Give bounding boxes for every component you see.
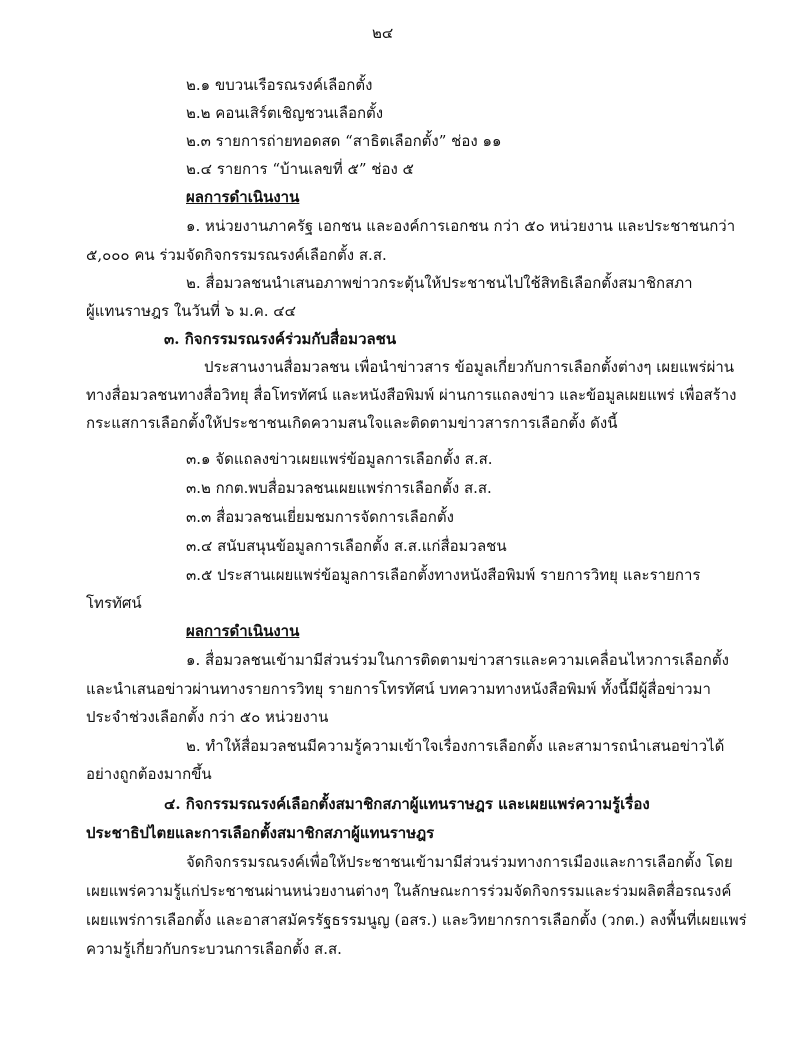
item-3-5: ๓.๕ ประสานเผยแพร่ข้อมูลการเลือกตั้งทางหนังสือพิมพ์ รายการวิทยุ และรายการ <box>186 566 701 584</box>
section3-para-line2: ทางสื่อมวลชนทางสื่อวิทยุ สื่อโทรทัศน์ และหนังสือพิมพ์ ผ่านการแถลงข่าว และข้อมูลเผยแพร่ เพื่อสร้าง <box>86 386 737 404</box>
section3-para-line3: กระแสการเลือกตั้งให้ประชาชนเกิดความสนใจและติดตามข่าวสารการเลือกตั้ง ดังนี้ <box>86 414 618 432</box>
results-heading-2: ผลการดำเนินงาน <box>186 622 300 640</box>
results2-item1-line2: และนำเสนอข่าวผ่านทางรายการวิทยุ รายการโทรทัศน์ บทความทางหนังสือพิมพ์ ทั้งนี้มีผู้สื่อข่าวมา <box>86 680 711 698</box>
section3-heading: ๓. กิจกรรมรณรงค์ร่วมกับสื่อมวลชน <box>164 330 397 348</box>
item-3-3: ๓.๓ สื่อมวลชนเยี่ยมชมการจัดการเลือกตั้ง <box>186 508 454 526</box>
section4-heading-line2: ประชาธิปไตยและการเลือกตั้งสมาชิกสภาผู้แทนราษฎร <box>86 824 435 842</box>
section4-para-line3: เผยแพร่การเลือกตั้ง และอาสาสมัครรัฐธรรมนูญ (อสร.) และวิทยากรการเลือกตั้ง (วกต.) ลงพื้นที่เผยแพร่ <box>86 911 747 929</box>
item-3-4: ๓.๔ สนับสนุนข้อมูลการเลือกตั้ง ส.ส.แก่สื่อมวลชน <box>186 537 507 555</box>
item-2-3: ๒.๓ รายการถ่ายทอดสด “สาธิตเลือกตั้ง” ช่อง ๑๑ <box>186 132 502 150</box>
results2-item1-line3: ประจำช่วงเลือกตั้ง กว่า ๕๐ หน่วยงาน <box>86 708 329 726</box>
item-3-2: ๓.๒ กกต.พบสื่อมวลชนเผยแพร่การเลือกตั้ง ส.ส. <box>186 479 492 497</box>
results2-item2-line2: อย่างถูกต้องมากขึ้น <box>86 765 212 783</box>
item-2-2: ๒.๒ คอนเสิร์ตเชิญชวนเลือกตั้ง <box>186 104 384 122</box>
results2-item2-line1: ๒. ทำให้สื่อมวลชนมีความรู้ความเข้าใจเรื่องการเลือกตั้ง และสามารถนำเสนอข่าวได้ <box>186 737 725 755</box>
item-3-5-cont: โทรทัศน์ <box>86 594 142 612</box>
results1-item2-line1: ๒. สื่อมวลชนนำเสนอภาพข่าวกระตุ้นให้ประชาชนไปใช้สิทธิเลือกตั้งสมาชิกสภา <box>186 274 693 292</box>
section4-para-line2: เผยแพร่ความรู้แก่ประชาชนผ่านหน่วยงานต่างๆ ในลักษณะการร่วมจัดกิจกรรมและร่วมผลิตสื่อรณรงค์ <box>86 882 732 900</box>
item-2-4: ๒.๔ รายการ “บ้านเลขที่ ๕” ช่อง ๕ <box>186 160 414 178</box>
section3-para-line1: ประสานงานสื่อมวลชน เพื่อนำข่าวสาร ข้อมูลเกี่ยวกับการเลือกตั้งต่างๆ เผยแพร่ผ่าน <box>204 358 735 376</box>
section4-para-line1: จัดกิจกรรมรณรงค์เพื่อให้ประชาชนเข้ามามีส่วนร่วมทางการเมืองและการเลือกตั้ง โดย <box>186 853 733 871</box>
section4-heading-line1: ๔. กิจกรรมรณรงค์เลือกตั้งสมาชิกสภาผู้แทนราษฎร และเผยแพร่ความรู้เรื่อง <box>164 795 650 813</box>
page-number: ๒๔ <box>372 24 394 42</box>
section4-para-line4: ความรู้เกี่ยวกับกระบวนการเลือกตั้ง ส.ส. <box>86 940 342 958</box>
results1-item1-line1: ๑. หน่วยงานภาครัฐ เอกชน และองค์การเอกชน กว่า ๕๐ หน่วยงาน และประชาชนกว่า <box>186 217 736 235</box>
results-heading-1: ผลการดำเนินงาน <box>186 188 300 206</box>
item-2-1: ๒.๑ ขบวนเรือรณรงค์เลือกตั้ง <box>186 76 373 94</box>
results2-item1-line1: ๑. สื่อมวลชนเข้ามามีส่วนร่วมในการติดตามข่าวสารและความเคลื่อนไหวการเลือกตั้ง <box>186 651 729 669</box>
item-3-1: ๓.๑ จัดแถลงข่าวเผยแพร่ข้อมูลการเลือกตั้ง ส.ส. <box>186 450 493 468</box>
results1-item2-line2: ผู้แทนราษฎร ในวันที่ ๖ ม.ค. ๔๔ <box>86 302 296 320</box>
results1-item1-line2: ๕,๐๐๐ คน ร่วมจัดกิจกรรมรณรงค์เลือกตั้ง ส.ส. <box>86 246 387 264</box>
